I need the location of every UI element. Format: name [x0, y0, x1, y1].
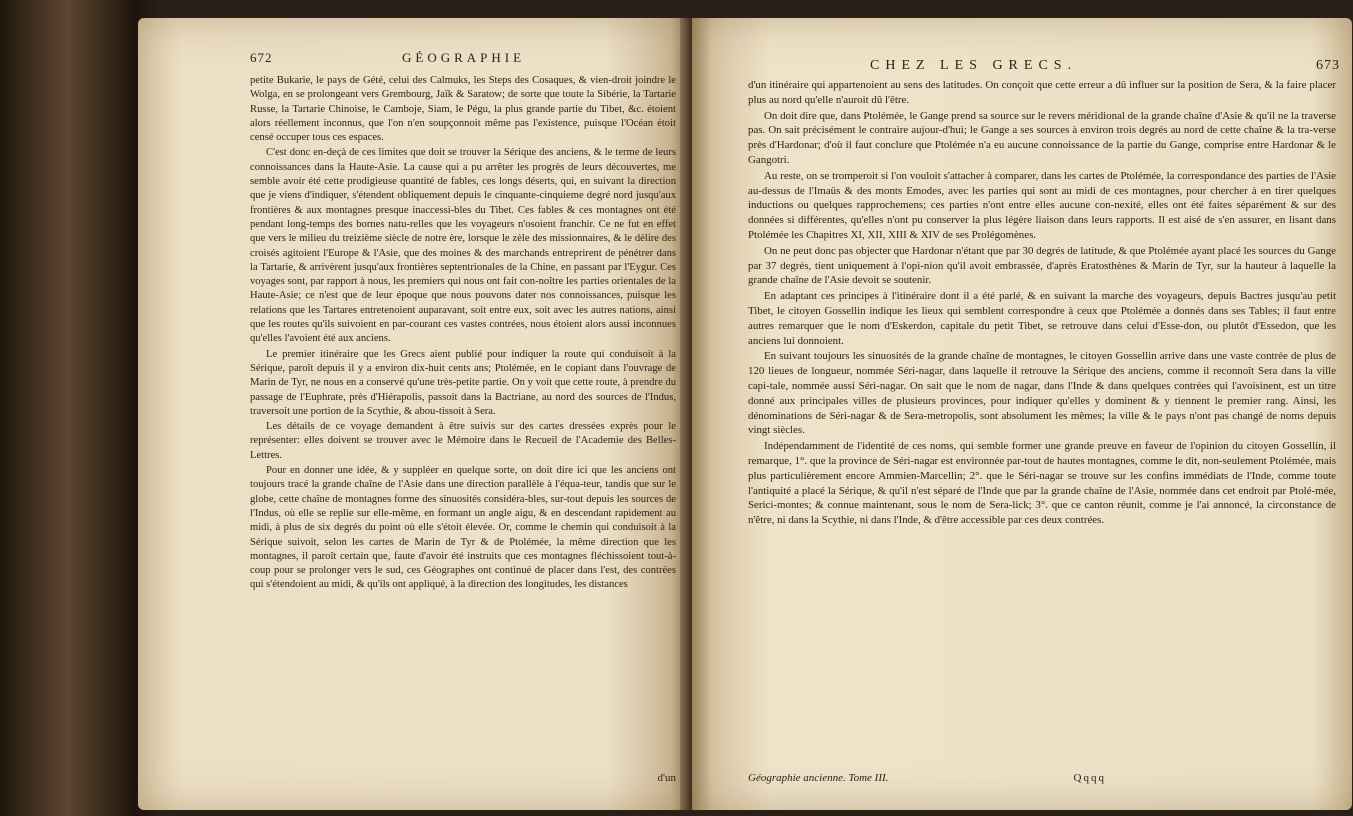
paragraph: Pour en donner une idée, & y suppléer en quelque sorte, on doit dire ici que les anciens ont toujours tracé la grande chaîne de l'Asie dans une direction parallèle à l'équa-teur, tandis que sur le globe, cette chaîne de montagnes forme des sinuosités considéra-bles, sur-tout depuis les sources de l'Indus, où elle se replie sur elle-même, en formant un angle aigu, & en descendant rapidement au midi, à plus de six degrés du point où elle s'étoit élevée. Or, comme le chemin qui conduisoit à la Sérique suivoit, selon les cartes de Marin de Tyr & de Ptolémée, la même direction que les montagnes, il paroît certain que, faute d'avoir été instruits que ces montagnes fléchissoient tout-à-coup pour se prolonger vers le sud, ces Géographes ont continué de placer dans l'est, des contrées qui s'étendoient au midi, & qu'ils ont appliqué, à la direction des longitudes, les distances — [250, 465, 676, 591]
right-page-header — [870, 58, 1340, 78]
right-page-footer — [748, 772, 1336, 788]
paragraph: En suivant toujours les sinuosités de la grande chaîne de montagnes, le citoyen Gossellin arrive dans une vaste contrée de plus de 120 lieues de longueur, nommée Séri-nagar, dans laquelle il retrouve la Sérique des anciens, comme il reconnoît Sera dans la ville capi-tale, nommée aussi Séri-nagar. On sait que le nom de nagar, dans l'Inde & dans quelques contrées qui l'avoisinent, est un titre donné aux principales villes de plusieurs provinces, pour indiquer qu'elles y dominent & y tiennent le premier rang. Ainsi, les dénominations de Séri-nagar & de Sera-metropolis, sont absolument les mêmes; la ville & le pays n'ont pas changé de noms depuis vingt siècles. — [748, 350, 1336, 437]
left-running-title: GÉOGRAPHIE — [402, 50, 526, 65]
paragraph: C'est donc en-deçà de ces limites que doit se trouver la Sérique des anciens, & le terme de leurs connoissances dans la Haute-Asie. La cause qui a pu arrêter les progrès de leurs découvertes, me semble avoir été cette prodigieuse quantité de fables, ces longs déserts, qui, en suivant la direction que je viens d'indiquer, s'étendent obliquement depuis le cinquante-cinquieme degré nord jusqu'aux frontières & aux montagnes presque inaccessi-bles du Tibet. Ces fables & ces montagnes ont été pendant long-temps des bornes natu-relles que les voyageurs n'osoient franchir. Ce ne fut en effet que vers le milieu du treizième siècle de notre ère, lorsque le zèle des missionnaires, & le délire des croisés agitoient l'Europe & l'Asie, que des moines & des marchands entreprirent de pénétrer dans la Tartarie, & arrivèrent jusqu'aux frontières septentrionales de la Chine, en passant par l'Eygur. Ces voyages sont, par rapport à nous, les premiers qui nous ont fait con-noître les parties orientales de la Haute-Asie; ce n'est que de leur époque que nous pouvons dater nos connoissances, puisque les relations que les Tartares entretenoient auparavant, soit entre eux, soit avec les autres nations, ainsi que les routes qu'ils suivoient en par-courant ces vastes contrées, nous étoient alors aussi inconnues qu'elles l'avoient été aux anciens. — [250, 147, 676, 345]
paragraph: Au reste, on se tromperoit si l'on vouloit s'attacher à comparer, dans les cartes de Ptolémée, la correspondance des parties de l'Asie au-dessus de l'Imaüs & des monts Emodes, avec les parties qui sont au midi de ces montagnes, pour chercher à en tirer quelques inductions ou quelques rapprochemens; ces parties n'ont entre elles aucune con-nexité, elles ont été faites séparément & sur des données si différentes, qu'elles n'ont pu conserver la plus légère liaison dans leurs rapports. Il est aisé de s'en assurer, en lisant dans Ptolémée les Chapitres XI, XII, XIII & XIV de ses Prolégomènes. — [748, 169, 1336, 241]
paragraph: En adaptant ces principes à l'itinéraire dont il a été parlé, & en suivant la marche des voyageurs, depuis Bactres jusqu'au petit Tibet, le citoyen Gossellin indique les lieux qui semblent correspondre à ceux que Ptolémée a donnés dans ses Tables; il faut entre autres remarquer que le nom d'Eskerdon, capitale du petit Tibet, se retrouve dans celui d'Esse-don, ou plutôt d'Essedon, que les anciens lui donnoient. — [748, 290, 1336, 347]
signature-mark: Qqqq — [1073, 772, 1106, 784]
left-page-header — [250, 50, 680, 70]
left-catchword: d'un — [657, 772, 676, 784]
paragraph: Indépendamment de l'identité de ces noms, qui semble former une grande preuve en faveur de l'opinion du citoyen Gossellin, il remarque, 1°. que la province de Séri-nagar est environnée par-tout de hautes montagnes, comme le dit, non-seulement Ptolémée, mais plus particulièrement encore Ammien-Marcellin; 2°. que le Séri-nagar se trouve sur les confins immédiats de l'Inde, comme toute l'antiquité a placé la Sérique, & qu'il n'est séparé de l'Inde que par la grande chaîne de l'Asie, nommée dans cet endroit par Ptolé-mée, Serici-montes; & connue maintenant, sous le nom de Sera-lick; 3°. que ce canton réunit, comme je l'ai annoncé, la circonstance de n'être, ni dans la Scythie, ni dans l'Inde, & d'être accessible par ces deux contrées. — [748, 440, 1336, 527]
footer-title: Géographie ancienne. Tome III. — [748, 772, 889, 784]
paragraph: On ne peut donc pas objecter que Hardonar n'étant que par 30 degrés de latitude, & que Ptolémée ayant placé les sources du Gange par 37 degrés, tient uniquement à l'opi-nion qu'il avoit embrassée, d'après Eratosthènes & Marin de Tyr, sur la hauteur à laquelle la grande chaîne de l'Asie devoit se soutenir. — [748, 244, 1336, 287]
left-text-column — [250, 74, 676, 794]
paragraph: d'un itinéraire qui appartenoient au sens des latitudes. On conçoit que cette erreur a dû influer sur la position de Sera, & la faire placer plus au nord qu'elle n'auroit dû l'être. — [748, 79, 1336, 106]
right-running-title: CHEZ LES GRECS. — [870, 58, 1078, 73]
paragraph: On doit dire que, dans Ptolémée, le Gange prend sa source sur le revers méridional de la grande chaîne d'Asie & qu'il ne la traverse pas. On sait précisément le contraire aujour-d'hui; le Gange a ses sources à environ trois degrés au nord de cette chaîne & la tra-verse près d'Hardonar; d'où il faut conclure que Ptolémée n'a eu aucune connoissance de la partie du Gange, comprise entre Hardonar & le Gangotri. — [748, 109, 1336, 166]
right-page-number: 673 — [1316, 58, 1340, 73]
left-page-number: 672 — [250, 50, 273, 65]
paragraph: petite Bukarie, le pays de Gété, celui des Calmuks, les Steps des Cosaques, & vien-droit joindre le Wolga, en se prolongeant vers Grembourg, Jaïk & Saratow; de sorte que toute la Sibérie, la Tartarie Russe, la Tartarie Chinoise, le Camboje, Siam, le Pégu, la plus grande partie du Tibet, &c. étoient alors réellement inconnus, que l'on n'en soupçonnoit même pas l'existence, puisque l'Océan étoit censé occuper tous ces espaces. — [250, 75, 676, 144]
right-text-column — [748, 78, 1336, 758]
paragraph: Le premier itinéraire que les Grecs aient publié pour indiquer la route qui conduisoit à la Sérique, paroît depuis il y a environ dix-huit cents ans; Ptolémée, en le copiant dans l'ouvrage de Marin de Tyr, ne nous en a conservé qu'une très-petite partie. On y voit que cette route, à prendre du passage de l'Euphrate, près d'Hiérapolis, passoit dans la Bactriane, au nord des sources de l'Indus, traversoit une portion de la Scythie, & abou-tissoit à Sera. — [250, 348, 676, 417]
paragraph: Les détails de ce voyage demandent à être suivis sur des cartes dressées exprès pour le représenter: elles doivent se trouver avec le Mémoire dans le Recueil de l'Academie des Belles-Lettres. — [250, 421, 676, 461]
